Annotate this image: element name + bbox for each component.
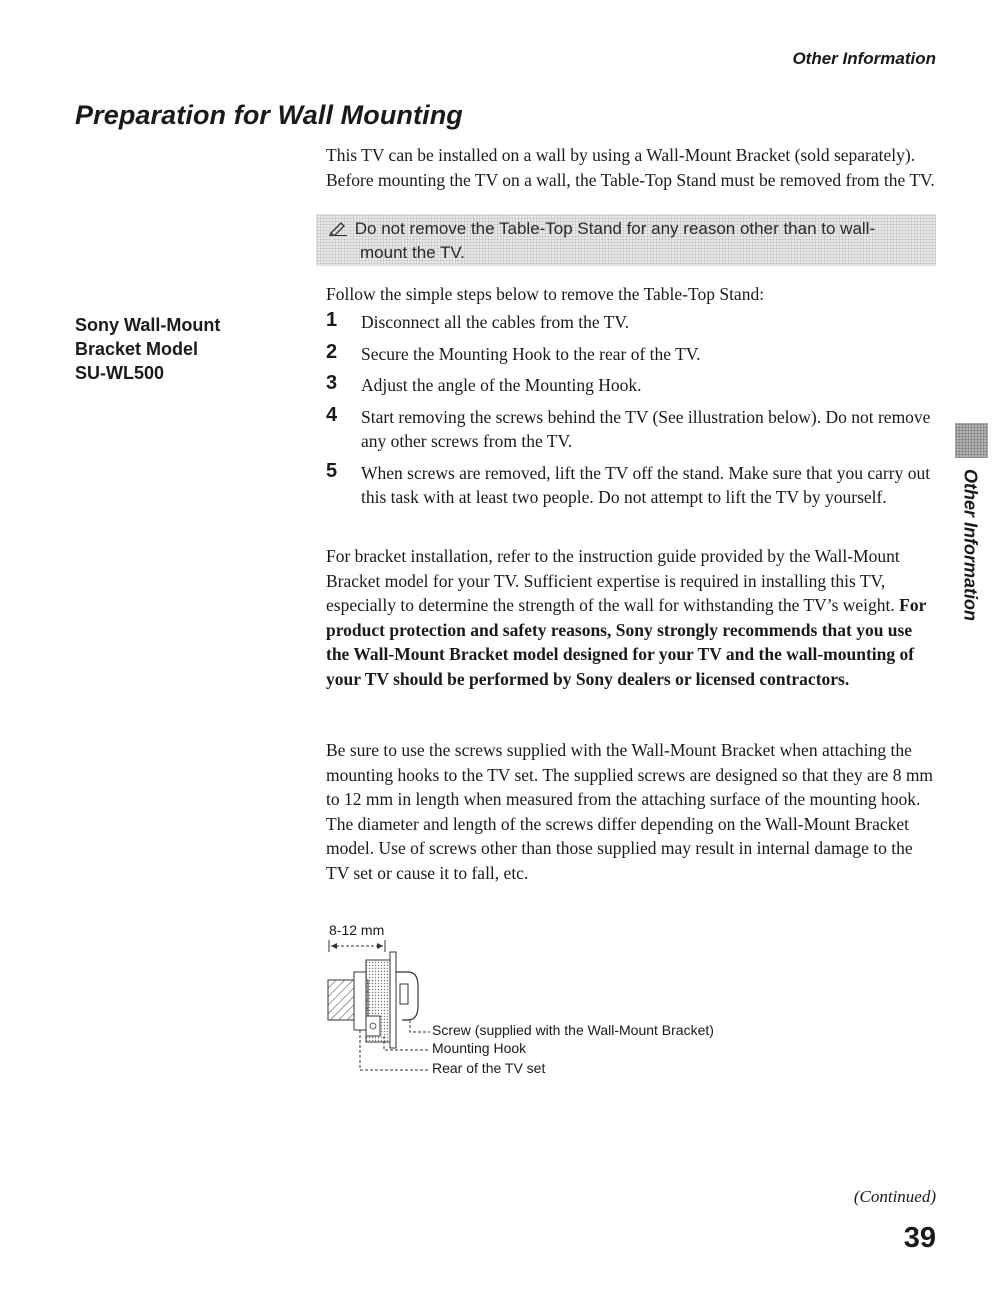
side-heading-line-3: SU-WL500	[75, 363, 165, 383]
pencil-note-icon	[328, 220, 350, 242]
step-number: 5	[326, 459, 338, 482]
running-head: Other Information	[792, 49, 936, 68]
screws-paragraph: Be sure to use the screws supplied with the Wall-Mount Bracket when attaching the mounting hooks to the TV set. The supplied screws are designed so that they are 8 mm to 12 mm in length when measured from the attaching surface of the mounting hook. The diameter and length of the screws differ depending on the Wall-Mount Bracket model. Use of screws other than those supplied may result in internal damage to the TV set or cause it to fall, etc.	[326, 740, 934, 883]
install-warning: For product protection and safety reasons, Sony strongly recommends that you use the Wall-Mount Bracket model designed for your TV and the wall-mounting of your TV should be performed by Sony dealers or licensed contractors.	[326, 595, 927, 689]
list-item	[326, 405, 936, 454]
callout-screw: Screw (supplied with the Wall-Mount Bracket)	[432, 1022, 714, 1038]
list-item	[326, 310, 936, 335]
steps-intro: Follow the simple steps below to remove the Table-Top Stand:	[326, 284, 765, 304]
step-text: Secure the Mounting Hook to the rear of the TV.	[361, 343, 701, 364]
note-line-1: Do not remove the Table-Top Stand for any reason other than to wall-	[354, 219, 876, 238]
section-tab-label	[950, 470, 990, 620]
side-heading-line-2: Bracket Model	[75, 339, 199, 359]
page-number: 39	[903, 1222, 936, 1254]
callout-mounting-hook: Mounting Hook	[432, 1040, 527, 1056]
list-item	[326, 342, 936, 367]
step-text: When screws are removed, lift the TV off the stand. Make sure that you carry out this task with at least two people. Do not attempt to lift the TV by yourself.	[361, 462, 931, 507]
step-text: Adjust the angle of the Mounting Hook.	[361, 375, 642, 395]
install-text: For bracket installation, refer to the instruction guide provided by the Wall-Mount Bracket model for your TV. Sufficient expertise is required in installing this TV, especially to determine the strength of the wall for withstanding the TV’s weight.	[326, 546, 900, 615]
section-tab-text: Other Information	[960, 469, 981, 621]
intro-paragraph: This TV can be installed on a wall by using a Wall-Mount Bracket (sold separately). Before mounting the TV on a wall, the Table-Top Stand must be removed from the TV.	[326, 145, 935, 190]
step-number: 3	[326, 372, 338, 394]
note-line-2: mount the TV.	[360, 243, 465, 262]
step-text: Disconnect all the cables from the TV.	[361, 312, 630, 332]
step-number: 4	[326, 403, 338, 426]
step-number: 1	[326, 309, 338, 331]
step-text: Start removing the screws behind the TV (See illustration below). Do not remove any other screws from the TV.	[361, 406, 931, 451]
step-number: 2	[326, 340, 338, 363]
section-tab-marker	[955, 423, 988, 458]
dimension-label: 8-12 mm	[329, 922, 385, 938]
list-item	[326, 373, 936, 398]
page-title: Preparation for Wall Mounting	[75, 100, 463, 130]
install-paragraph	[326, 544, 936, 691]
note-box	[316, 214, 936, 266]
side-heading-line-1: Sony Wall-Mount	[75, 315, 221, 335]
steps-list	[326, 310, 936, 517]
side-heading	[75, 313, 275, 385]
continued-label: (Continued)	[853, 1187, 936, 1206]
screw-diagram-illustration	[326, 922, 786, 1082]
callout-rear-tv: Rear of the TV set	[432, 1060, 546, 1076]
list-item	[326, 461, 936, 510]
screw-diagram	[326, 922, 786, 1082]
